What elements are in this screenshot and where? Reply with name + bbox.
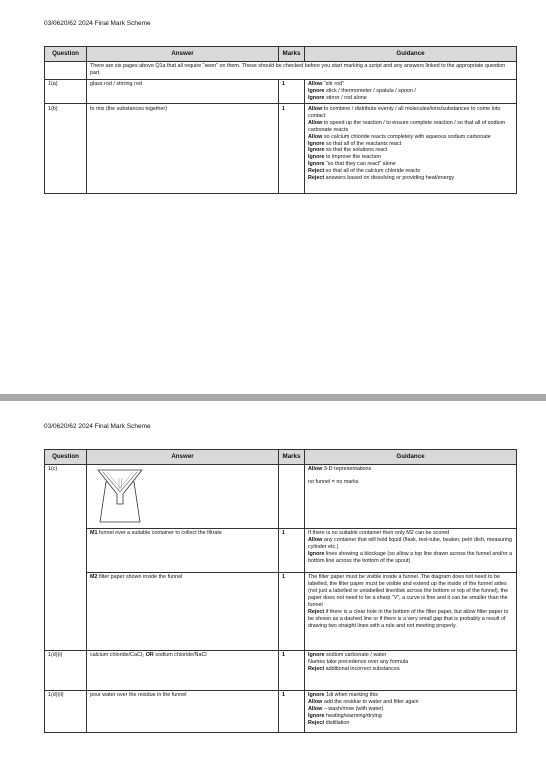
table-row <box>45 104 517 194</box>
question-number: 1(d)(ii) <box>45 690 87 732</box>
intro-text: There are six pages above Q1a that all require “seen” on them. These should be checked before you start marking a script and any answers linked to the appropriate question part. <box>87 61 517 79</box>
guidance-line <box>308 720 513 727</box>
guidance-text: lines showing a blockage (so allow a top line drawn across the funnel and/or a bottom line across the bottom of the spout) <box>308 551 513 565</box>
guidance-text: so that the solutions react <box>324 147 388 154</box>
guidance-text: 1di when marking this <box>324 692 379 699</box>
page-header: 03/0620/62 2024 Final Mark Scheme <box>44 20 151 27</box>
guidance-text: if there is a clear hole in the bottom of the filter paper, but allow filter paper to be shown as a dashed line or if there is a very small gap that is probably a result of drawing two straight lines with a rule and not meeting properly. <box>308 608 509 629</box>
table-row <box>45 79 517 104</box>
marks-value: 1 <box>279 572 305 650</box>
guidance-line <box>308 706 513 713</box>
column-header-guidance: Guidance <box>305 450 517 465</box>
funnel-flask-diagram-icon <box>96 468 144 526</box>
guidance-text: stirrer / rod alone <box>324 95 367 102</box>
guidance-line <box>308 699 513 706</box>
guidance-line <box>308 530 513 537</box>
mark-label-m1: M1 <box>90 530 98 537</box>
guidance-text: heating/warming/drying <box>324 713 382 720</box>
question-number: 1(d)(i) <box>45 650 87 690</box>
guidance-text: Names take precedence over any formula <box>308 659 409 666</box>
guidance-cell <box>305 79 517 104</box>
guidance-text: “so that they can react” alone <box>324 161 396 168</box>
guidance-text: 3-D representations <box>322 466 372 473</box>
guidance-text: stick / thermometer / spatula / spoon / <box>324 88 416 95</box>
guidance-line <box>308 666 513 673</box>
table-row <box>45 650 517 690</box>
guidance-text: – wash/rinse (with water) <box>322 706 384 713</box>
column-header-answer: Answer <box>87 47 279 62</box>
guidance-text: so calcium chloride reacts completely with aqueous sodium carbonate <box>322 133 491 140</box>
column-header-question: Question <box>45 47 87 62</box>
guidance-line <box>308 479 513 486</box>
guidance-text: no funnel = no marks <box>308 479 359 486</box>
guidance-line <box>308 466 513 473</box>
guidance-keyword: Allow <box>308 119 323 126</box>
guidance-text: The filter paper must be visible inside a funnel. The diagram does not need to be labelled, the filter paper must be visible and extend up the inside of the funnel sides (not just a labelled or unlabelled line/disk across the bottom or top of the funnel), the paper does not need to be a sharp “V”, a curve is fine and it can be smaller than the funnel <box>308 574 509 609</box>
guidance-line <box>308 537 513 551</box>
column-header-marks: Marks <box>279 47 305 62</box>
table-row <box>45 690 517 732</box>
guidance-keyword: Reject <box>308 666 325 673</box>
guidance-text: so that all of the calcium chloride reacts <box>324 168 421 175</box>
guidance-line <box>308 168 513 175</box>
guidance-cell <box>305 572 517 650</box>
column-header-guidance: Guidance <box>305 47 517 62</box>
guidance-keyword: Ignore <box>308 713 325 720</box>
guidance-text: add the residue to water and filter again <box>322 699 419 706</box>
guidance-line <box>308 692 513 699</box>
table-header-row <box>45 47 517 62</box>
guidance-line <box>308 88 513 95</box>
guidance-keyword: Allow <box>308 699 323 706</box>
guidance-keyword: Allow <box>308 537 323 544</box>
answer-text: calcium chloride/CaCl₂ OR sodium chloride/NaCl <box>87 650 279 690</box>
guidance-cell <box>305 528 517 572</box>
guidance-keyword: Ignore <box>308 161 325 168</box>
mark-label-m2: M2 <box>90 574 98 581</box>
marks-value: 1 <box>279 528 305 572</box>
guidance-keyword: Allow <box>308 133 323 140</box>
marks-value-empty <box>279 464 305 528</box>
guidance-cell <box>305 690 517 732</box>
guidance-cell <box>305 104 517 194</box>
guidance-keyword: Ignore <box>308 140 325 147</box>
table-header-row <box>45 450 517 465</box>
answer-text: to mix (the substances together) <box>87 104 279 194</box>
table-row <box>45 464 517 528</box>
guidance-keyword: Allow <box>308 81 323 88</box>
guidance-keyword: Ignore <box>308 551 325 558</box>
guidance-text: “stir rod” <box>322 81 344 88</box>
guidance-keyword: Allow <box>308 466 323 473</box>
question-number: 1(b) <box>45 104 87 194</box>
guidance-line <box>308 147 513 154</box>
page-header: 03/0620/62 2024 Final Mark Scheme <box>44 423 151 430</box>
answer-text: pour water over the residue in the funnel <box>87 690 279 732</box>
guidance-keyword: Allow <box>308 105 323 112</box>
table-row <box>45 528 517 572</box>
guidance-line <box>308 609 513 630</box>
guidance-text: to combine / distribute evenly / all molecules/ions/substances to come into contact <box>308 105 501 119</box>
guidance-keyword: Ignore <box>308 692 325 699</box>
guidance-line <box>308 154 513 161</box>
marks-value: 1 <box>279 650 305 690</box>
guidance-line <box>308 652 513 659</box>
answer-text: M2 filter paper shown inside the funnel <box>87 572 279 650</box>
intro-question-cell <box>45 61 87 79</box>
guidance-line <box>308 81 513 88</box>
guidance-line <box>308 141 513 148</box>
guidance-text: any container that will hold liquid (flask, test-tube, beaker, petri dish, measuring cylinder etc.) <box>308 537 513 551</box>
question-number: 1(a) <box>45 79 87 104</box>
guidance-text: additional incorrect substances <box>324 666 400 673</box>
guidance-text: If there is no suitable container then only M2 can be scored <box>308 530 450 537</box>
guidance-line <box>308 120 513 134</box>
marks-value: 1 <box>279 690 305 732</box>
guidance-text: to speed up the reaction / to ensure complete reaction / so that all of sodium carbonate reacts <box>308 119 506 133</box>
column-header-answer: Answer <box>87 450 279 465</box>
guidance-keyword: Ignore <box>308 95 325 102</box>
guidance-text: to improve the reaction <box>324 154 381 161</box>
answer-text: glass rod / stirring rod <box>87 79 279 104</box>
guidance-keyword: Ignore <box>308 147 325 154</box>
guidance-cell <box>305 650 517 690</box>
marks-value: 1 <box>279 104 305 194</box>
guidance-keyword: Reject <box>308 168 325 175</box>
guidance-keyword: Reject <box>308 608 325 615</box>
guidance-line <box>308 95 513 102</box>
guidance-keyword: Reject <box>308 720 325 727</box>
column-header-question: Question <box>45 450 87 465</box>
page-separator <box>0 394 546 401</box>
mark-scheme-page-2 <box>0 401 546 771</box>
guidance-keyword: Allow <box>308 706 323 713</box>
guidance-line <box>308 574 513 609</box>
marks-value: 1 <box>279 79 305 104</box>
guidance-text: answers based on dissolving or providing heat/energy <box>324 175 455 182</box>
question-number: 1(c) <box>45 464 87 650</box>
guidance-line <box>308 106 513 120</box>
guidance-cell <box>305 464 517 528</box>
mark-scheme-table <box>44 46 517 194</box>
guidance-keyword: Reject <box>308 175 325 182</box>
guidance-keyword: Ignore <box>308 88 325 95</box>
mark-scheme-table <box>44 449 517 733</box>
column-header-marks: Marks <box>279 450 305 465</box>
guidance-line <box>308 713 513 720</box>
guidance-line <box>308 134 513 141</box>
guidance-keyword: Ignore <box>308 154 325 161</box>
guidance-line <box>308 659 513 666</box>
intro-row <box>45 61 517 79</box>
guidance-keyword: Ignore <box>308 652 325 659</box>
guidance-line <box>308 175 513 182</box>
guidance-text: so that all of the reactants react <box>324 140 402 147</box>
table-row <box>45 572 517 650</box>
guidance-text: sodium carbonate / water <box>324 652 387 659</box>
guidance-line <box>308 551 513 565</box>
diagram-cell <box>87 464 279 528</box>
answer-text: M1 funnel over a suitable container to collect the filtrate <box>87 528 279 572</box>
guidance-text: distillation <box>324 720 350 727</box>
guidance-line <box>308 161 513 168</box>
